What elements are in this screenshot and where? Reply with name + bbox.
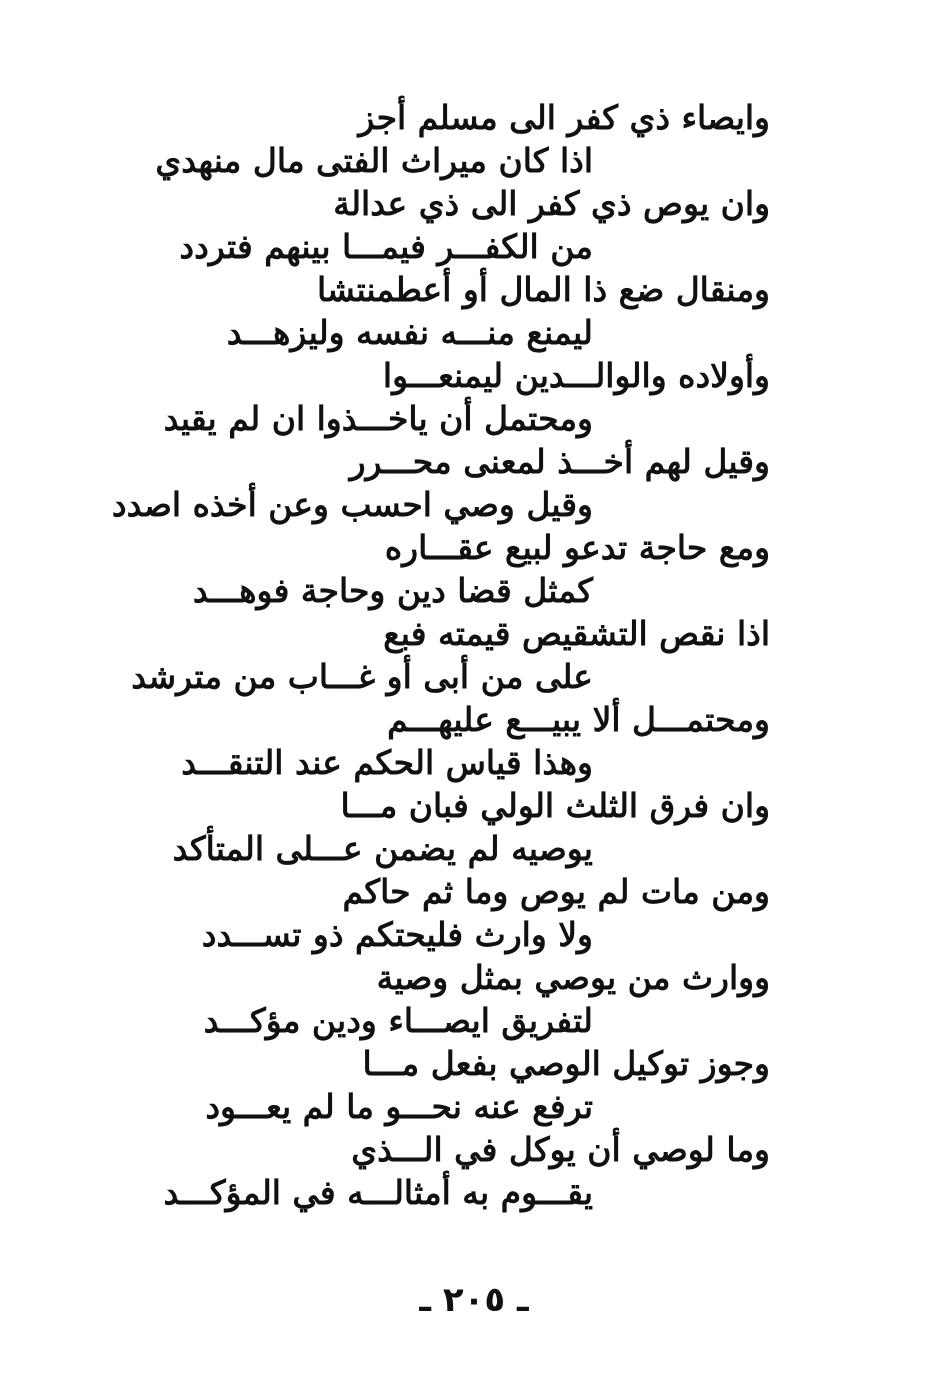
verse-first-hemistich: ومن مات لم يوص وما ثم حاكم — [342, 872, 770, 911]
verse-second-hemistich: ترفع عنه نحـــو ما لم يعـــود — [205, 1087, 593, 1126]
verse-first-hemistich: وجوز توكيل الوصي بفعل مـــا — [362, 1044, 770, 1083]
verse-first-hemistich: وما لوصي أن يوكل في الـــذي — [351, 1130, 770, 1169]
verse-second-hemistich: ومحتمل أن ياخـــذوا ان لم يقيد — [163, 399, 593, 438]
verse-first-hemistich: وان فرق الثلث الولي فبان مـــا — [340, 786, 770, 825]
verse-second-hemistich: اذا كان ميراث الفتى مال منهدي — [155, 141, 593, 180]
verse-first-hemistich: وايصاء ذي كفر الى مسلم أجز — [358, 98, 770, 137]
verse-second-hemistich: يوصيه لم يضمن عـــلى المتأكد — [172, 829, 593, 868]
verse-first-hemistich: اذا نقص التشقيص قيمته فبع — [383, 614, 770, 653]
verse-second-hemistich: وهذا قياس الحكم عند التنقـــد — [181, 743, 593, 782]
page-number: ـ ٢٠٥ ـ — [419, 1280, 529, 1320]
verse-second-hemistich: ليمنع منـــه نفسه وليزهـــد — [226, 313, 593, 352]
verse-second-hemistich: وقيل وصي احسب وعن أخذه اصدد — [111, 485, 593, 524]
verse-second-hemistich: يقـــوم به أمثالـــه في المؤكـــد — [163, 1173, 593, 1212]
verse-second-hemistich: من الكفـــر فيمـــا بينهم فتردد — [179, 227, 593, 266]
verse-first-hemistich: ومحتمـــل ألا يبيـــع عليهـــم — [387, 700, 770, 739]
verse-first-hemistich: وان يوص ذي كفر الى ذي عدالة — [333, 184, 770, 223]
verse-second-hemistich: ولا وارث فليحتكم ذو تســـدد — [201, 915, 593, 954]
verse-first-hemistich: وأولاده والوالـــدين ليمنعـــوا — [382, 356, 770, 395]
verse-first-hemistich: ومع حاجة تدعو لبيع عقـــاره — [384, 528, 770, 567]
verse-second-hemistich: لتفريق ايصـــاء ودين مؤكـــد — [203, 1001, 593, 1040]
verse-first-hemistich: ومنقال ضع ذا المال أو أعطمنتشا — [316, 270, 770, 309]
verse-second-hemistich: على من أبى أو غـــاب من مترشد — [131, 657, 593, 696]
verse-first-hemistich: ووارث من يوصي بمثل وصية — [376, 958, 770, 997]
verse-second-hemistich: كمثل قضا دين وحاجة فوهـــد — [192, 571, 593, 610]
verse-first-hemistich: وقيل لهم أخـــذ لمعنى محـــرر — [349, 442, 770, 481]
